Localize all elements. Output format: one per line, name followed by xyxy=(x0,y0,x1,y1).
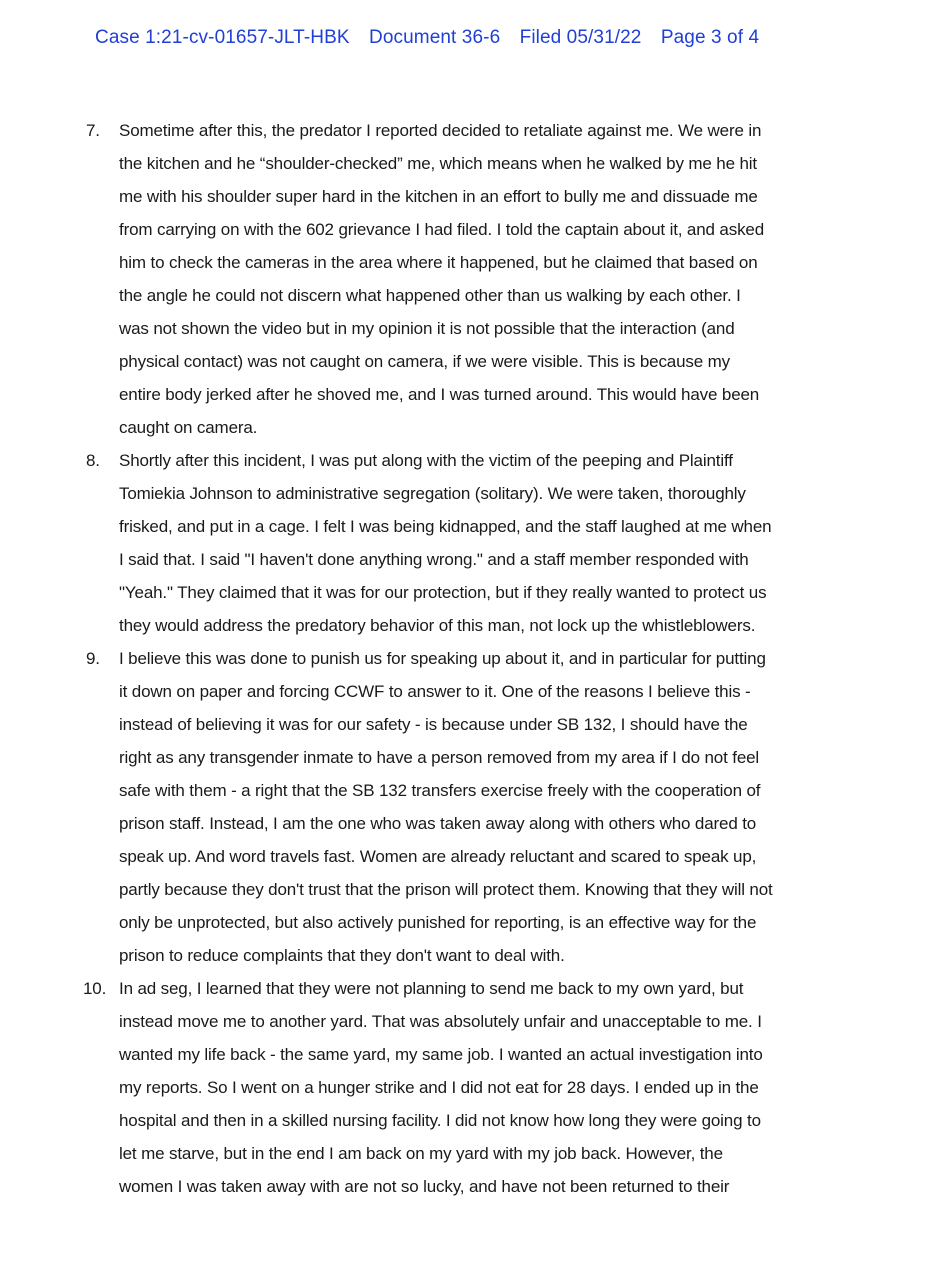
text-line: Shortly after this incident, I was put along with the victim of the peeping and Plaintiff xyxy=(119,451,733,470)
text-line: prison staff. Instead, I am the one who was taken away along with others who dared to xyxy=(119,814,757,833)
text-line: they would address the predatory behavior of this man, not lock up the whistleblowers. xyxy=(119,616,756,635)
text-line: me with his shoulder super hard in the kitchen in an effort to bully me and dissuade me xyxy=(119,187,758,206)
text-line: the kitchen and he “shoulder-checked” me, which means when he walked by me he hit xyxy=(119,154,757,173)
paragraph-7 xyxy=(86,114,866,444)
text-line: only be unprotected, but also actively punished for reporting, is an effective way for the xyxy=(119,913,757,932)
text-line: entire body jerked after he shoved me, and I was turned around. This would have been xyxy=(119,385,760,404)
text-line: from carrying on with the 602 grievance I had filed. I told the captain about it, and asked xyxy=(119,220,765,239)
ecf-header xyxy=(0,27,952,49)
document-number: Document 36-6 xyxy=(369,27,501,48)
text-line: "Yeah." They claimed that it was for our protection, but if they really wanted to protect us xyxy=(119,583,767,602)
text-line: Sometime after this, the predator I reported decided to retaliate against me. We were in xyxy=(119,121,762,140)
paragraph-10 xyxy=(83,972,866,1203)
text-line: the angle he could not discern what happened other than us walking by each other. I xyxy=(119,286,741,305)
text-line: Tomiekia Johnson to administrative segregation (solitary). We were taken, thoroughly xyxy=(119,484,746,503)
text-line: partly because they don't trust that the prison will protect them. Knowing that they will not xyxy=(119,880,773,899)
text-line: In ad seg, I learned that they were not planning to send me back to my own yard, but xyxy=(119,979,744,998)
text-line: was not shown the video but in my opinion it is not possible that the interaction (and xyxy=(119,319,735,338)
paragraph-number: 8. xyxy=(86,451,100,470)
text-line: frisked, and put in a cage. I felt I was being kidnapped, and the staff laughed at me when xyxy=(119,517,772,536)
text-line: speak up. And word travels fast. Women are already reluctant and scared to speak up, xyxy=(119,847,757,866)
text-line: safe with them - a right that the SB 132 transfers exercise freely with the cooperation of xyxy=(119,781,761,800)
filed-date: Filed 05/31/22 xyxy=(519,27,642,48)
text-line: my reports. So I went on a hunger strike and I did not eat for 28 days. I ended up in the xyxy=(119,1078,759,1097)
paragraph-9 xyxy=(86,642,866,972)
paragraph-text xyxy=(119,114,866,444)
text-line: it down on paper and forcing CCWF to answer to it. One of the reasons I believe this - xyxy=(119,682,751,701)
case-number: Case 1:21-cv-01657-JLT-HBK xyxy=(95,27,350,48)
paragraph-text xyxy=(119,642,866,972)
declaration-body xyxy=(83,114,866,1203)
text-line: him to check the cameras in the area where it happened, but he claimed that based on xyxy=(119,253,758,272)
text-line: caught on camera. xyxy=(119,418,258,437)
text-line: hospital and then in a skilled nursing facility. I did not know how long they were going to xyxy=(119,1111,761,1130)
paragraph-text xyxy=(119,444,866,642)
text-line: women I was taken away with are not so lucky, and have not been returned to their xyxy=(119,1177,730,1196)
paragraph-number: 10. xyxy=(83,979,107,998)
text-line: instead of believing it was for our safety - is because under SB 132, I should have the xyxy=(119,715,748,734)
paragraph-number: 7. xyxy=(86,121,100,140)
text-line: I said that. I said "I haven't done anything wrong." and a staff member responded with xyxy=(119,550,749,569)
paragraph-8 xyxy=(86,444,866,642)
paragraph-text xyxy=(119,972,866,1203)
text-line: instead move me to another yard. That was absolutely unfair and unacceptable to me. I xyxy=(119,1012,762,1031)
text-line: physical contact) was not caught on camera, if we were visible. This is because my xyxy=(119,352,730,371)
text-line: wanted my life back - the same yard, my same job. I wanted an actual investigation into xyxy=(119,1045,763,1064)
paragraph-number: 9. xyxy=(86,649,100,668)
text-line: prison to reduce complaints that they don't want to deal with. xyxy=(119,946,565,965)
text-line: let me starve, but in the end I am back on my yard with my job back. However, the xyxy=(119,1144,723,1163)
page-number: Page 3 of 4 xyxy=(660,27,760,48)
text-line: I believe this was done to punish us for speaking up about it, and in particular for putting xyxy=(119,649,766,668)
text-line: right as any transgender inmate to have a person removed from my area if I do not feel xyxy=(119,748,760,767)
